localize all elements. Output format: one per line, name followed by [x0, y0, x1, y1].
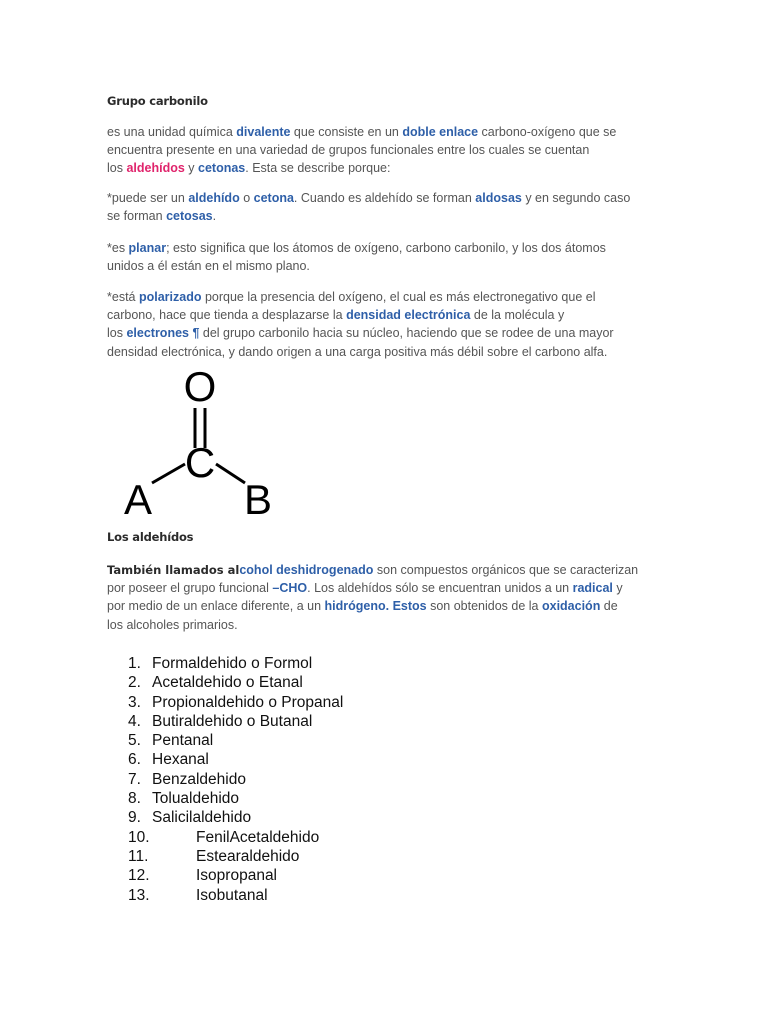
heading-los-aldehidos: Los aldehídos [107, 530, 194, 544]
list-item: 6. Hexanal [128, 751, 209, 769]
list-item: 7. Benzaldehido [128, 770, 246, 788]
aldehyde-list [128, 654, 343, 905]
link-hidrogeno[interactable]: hidrógeno. Estos [324, 599, 427, 614]
paragraph-polarizado: *está polarizado porque la presencia del oxígeno, el cual es más electronegativo que el carbono, hace que tienda a desplazarse la densidad electrónica de la molécula y los electrones ¶ del grupo carbonilo hacia su núcleo, haciendo que se rodee de una mayor densidad electrónica, y dando origen a una carga positiva más débil sobre el carbono alfa. [107, 290, 614, 359]
link-cetona[interactable]: cetona [253, 191, 294, 205]
link-cetosas[interactable]: cetosas [166, 209, 213, 224]
link-aldehido[interactable]: aldehído [188, 191, 240, 205]
link-radical[interactable]: radical [572, 581, 613, 596]
list-item: 5. Pentanal [128, 732, 214, 750]
link-doble-enlace[interactable]: doble enlace [402, 125, 479, 139]
list-item: 12. Isopropanal [128, 867, 278, 885]
list-item: 2. Acetaldehido o Etanal [128, 674, 303, 692]
list-item: 8. Tolualdehido [128, 790, 240, 808]
paragraph-line: es una unidad química divalente que consiste en un doble enlace carbono-oxígeno que se [107, 125, 617, 139]
list-item: 13. Isobutanal [128, 886, 268, 904]
atom-a-label: A [123, 476, 153, 520]
link-oxidacion[interactable]: oxidación [541, 599, 601, 614]
paragraph-intro [107, 123, 667, 178]
list-item: 4. Butiraldehido o Butanal [128, 712, 313, 730]
list-item: 9. Salicilaldehido [128, 809, 252, 827]
link-planar[interactable]: planar [128, 241, 167, 255]
carbonyl-structure-diagram [110, 370, 285, 520]
link-cetonas[interactable]: cetonas [198, 161, 246, 176]
link-divalente[interactable]: divalente [236, 125, 291, 139]
bond-c-b [216, 464, 245, 483]
heading-grupo-carbonilo: Grupo carbonilo [107, 94, 208, 108]
link-cho[interactable]: –CHO [272, 581, 308, 596]
link-densidad-electronica[interactable]: densidad electrónica [346, 308, 471, 323]
paragraph-line: los aldehídos y cetonas. Esta se describe porque: [107, 161, 391, 176]
link-alcohol-deshidrogenado[interactable]: cohol deshidrogenado [239, 563, 374, 577]
atom-o-label: O [183, 370, 217, 410]
list-item: 10. FenilAcetaldehido [128, 828, 320, 846]
link-aldosas[interactable]: aldosas [475, 191, 522, 205]
paragraph-aldehidos: También llamados alcohol deshidrogenado son compuestos orgánicos que se caracterizan por poseer el grupo funcional –CHO. Los aldehídos sólo se encuentran unidos a un radical y por medio de un enlace diferente, a un hidrógeno. Estos son obtenidos de la oxidación de los alcoholes primarios. [107, 563, 639, 632]
link-aldehidos[interactable]: aldehídos [126, 161, 185, 176]
atom-b-label: B [243, 476, 273, 520]
paragraph-line: encuentra presente en una variedad de grupos funcionales entre los cuales se cuentan [107, 143, 590, 158]
paragraph-aldehido-cetona: *puede ser un aldehído o cetona. Cuando es aldehído se forman aldosas y en segundo caso se forman cetosas. [107, 191, 631, 224]
list-item: 3. Propionaldehido o Propanal [128, 693, 344, 711]
link-polarizado[interactable]: polarizado [138, 290, 202, 304]
atom-c-label: C [184, 439, 216, 486]
link-electrones[interactable]: electrones ¶ [126, 326, 200, 341]
list-item: 11. Estearaldehido [128, 847, 300, 865]
bond-c-a [152, 464, 185, 483]
list-item: 1. Formaldehido o Formol [128, 655, 313, 672]
paragraph-planar: *es planar; esto significa que los átomos de oxígeno, carbono carbonilo, y los dos átomos unidos a él están en el mismo plano. [107, 241, 606, 274]
